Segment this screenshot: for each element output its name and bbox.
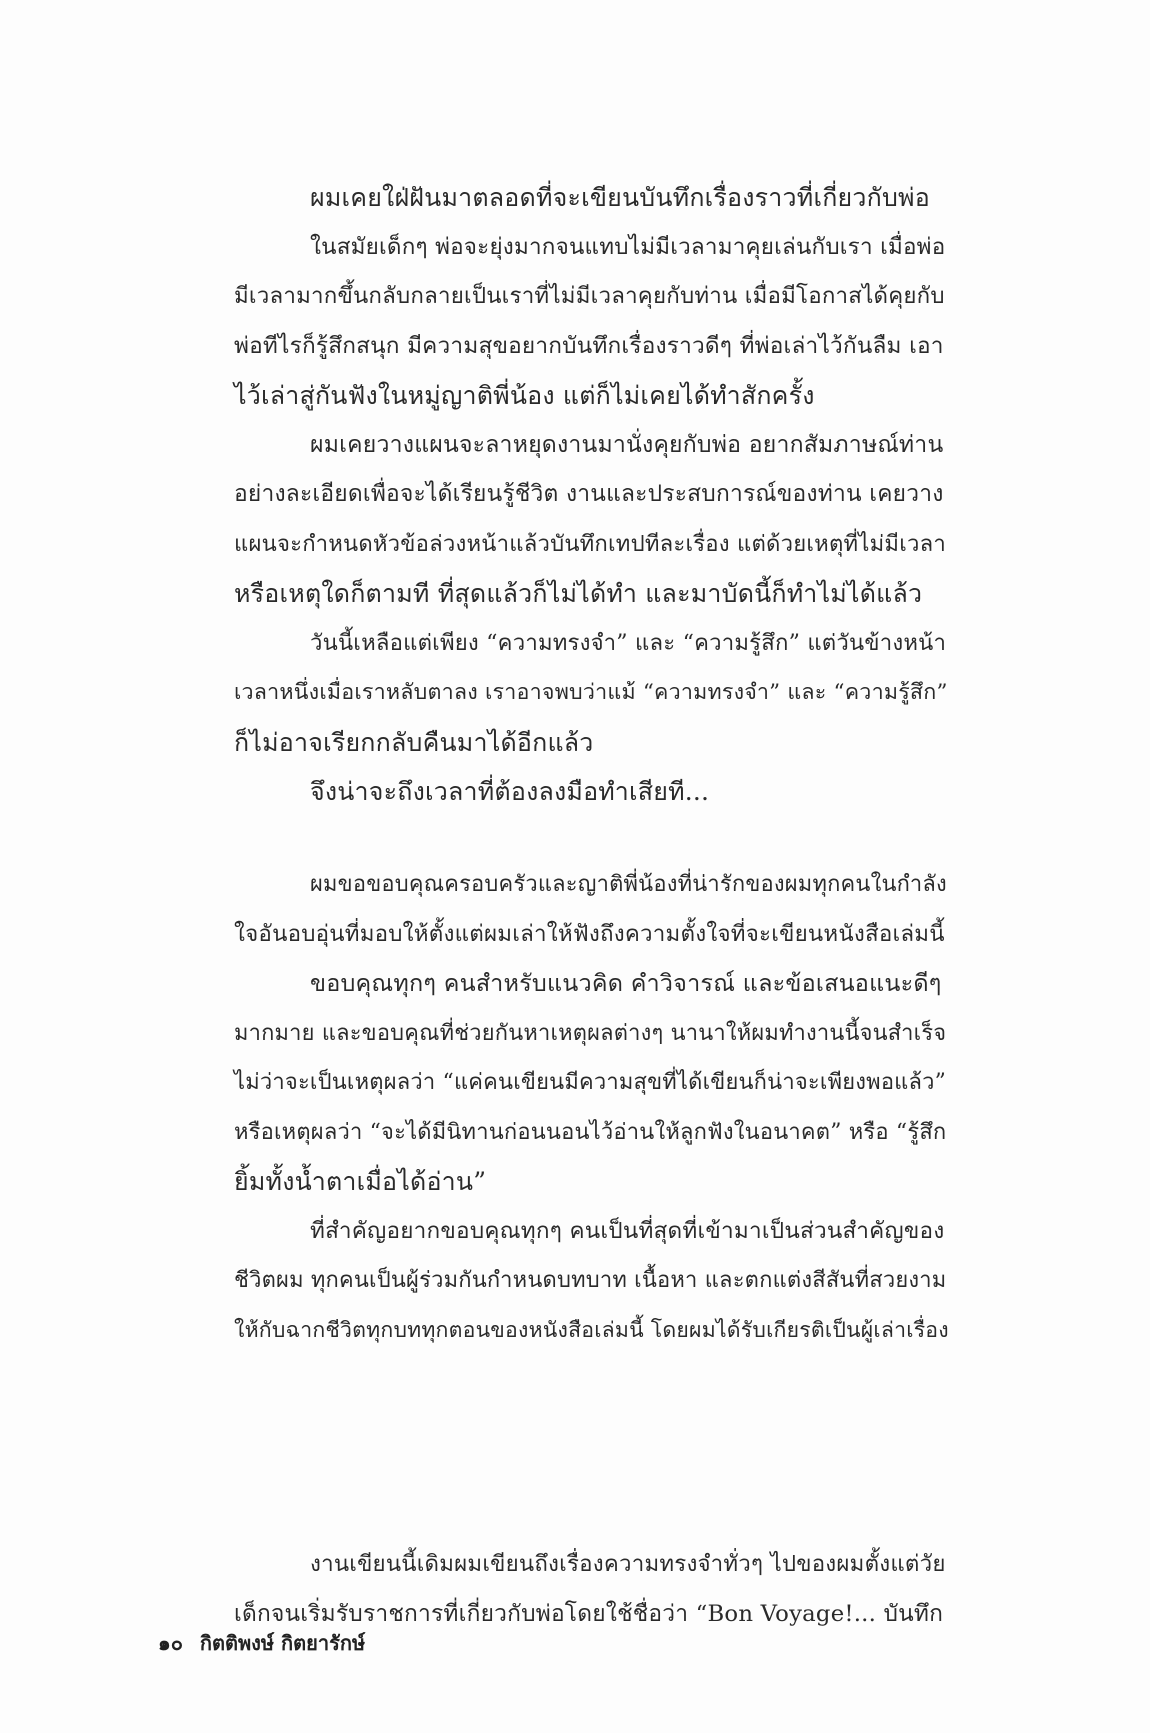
text-line: มีเวลามากขึ้นกลับกลายเป็นเราที่ไม่มีเวลาคุยกับท่าน เมื่อมีโอกาสได้คุยกับ [234,283,945,309]
text-line: ใจอันอบอุ่นที่มอบให้ตั้งแต่ผมเล่าให้ฟังถึงความตั้งใจที่จะเขียนหนังสือเล่มนี้ [234,920,945,947]
text-line: ผมขอขอบคุณครอบครัวและญาติพี่น้องที่น่ารักของผมทุกคนในกำลัง [310,872,947,897]
text-line: แผนจะกำหนดหัวข้อล่วงหน้าแล้วบันทึกเทปทีละเรื่อง แต่ด้วยเหตุที่ไม่มีเวลา [234,530,946,557]
text-line: ผมเคยใฝ่ฝันมาตลอดที่จะเขียนบันทึกเรื่องราวที่เกี่ยวกับพ่อ [310,183,930,212]
text-line: งานเขียนนี้เดิมผมเขียนถึงเรื่องความทรงจำทั่วๆ ไปของผมตั้งแต่วัย [310,1551,946,1577]
section-origin [158,1540,944,1639]
paragraph [158,619,948,768]
text-line: พ่อทีไรก็รู้สึกสนุก มีความสุขอยากบันทึกเรื่องราวดีๆ ที่พ่อเล่าไว้กันลืม เอา [234,332,944,359]
text-line: ขอบคุณทุกๆ คนสำหรับแนวคิด คำวิจารณ์ และข้อเสนอแนะดีๆ [310,969,942,997]
page-footer [158,1627,365,1659]
text-line: ผมเคยวางแผนจะลาหยุดงานมานั่งคุยกับพ่อ อยากสัมภาษณ์ท่าน [310,431,944,458]
text-line: ยิ้มทั้งน้ำตาเมื่อได้อ่าน” [234,1167,487,1196]
paragraph [158,767,944,817]
section-acknowledgements [158,860,949,1355]
text-line: อย่างละเอียดเพื่อจะได้เรียนรู้ชีวิต งานและประสบการณ์ของท่าน เคยวาง [234,481,944,507]
text-line: ไว้เล่าสู่กันฟังในหมู่ญาติพี่น้อง แต่ก็ไม่เคยได้ทำสักครั้ง [234,381,815,410]
text-line: วันนี้เหลือแต่เพียง “ความทรงจำ” และ “ความรู้สึก” แต่วันข้างหน้า [310,629,947,656]
paragraph [158,959,947,1207]
text-line: ที่สำคัญอยากขอบคุณทุกๆ คนเป็นที่สุดที่เข้ามาเป็นส่วนสำคัญของ [310,1217,945,1244]
section-memories [158,173,948,817]
paragraph [158,1207,949,1356]
text-line: หรือเหตุผลว่า “จะได้มีนิทานก่อนนอนไว้อ่านให้ลูกฟังในอนาคต” หรือ “รู้สึก [234,1119,947,1145]
author-name: กิตติพงษ์ กิตยารักษ์ [199,1631,366,1655]
paragraph [158,1540,944,1639]
text-line: เด็กจนเริ่มรับราชการที่เกี่ยวกับพ่อโดยใช้ชื่อว่า “Bon Voyage!... บันทึก [234,1600,944,1627]
paragraph [158,173,944,223]
text-line: ไม่ว่าจะเป็นเหตุผลว่า “แค่คนเขียนมีความสุขที่ได้เขียนก็น่าจะเพียงพอแล้ว” [234,1070,947,1095]
paragraph [158,223,944,421]
text-line: ในสมัยเด็กๆ พ่อจะยุ่งมากจนแทบไม่มีเวลามาคุยเล่นกับเรา เมื่อพ่อ [310,233,946,260]
text-line: ก็ไม่อาจเรียกกลับคืนมาได้อีกแล้ว [234,727,594,757]
paragraph [158,421,944,619]
text-line: หรือเหตุใดก็ตามที ที่สุดแล้วก็ไม่ได้ทำ และมาบัดนี้ก็ทำไม่ได้แล้ว [234,579,923,608]
text-line: เวลาหนึ่งเมื่อเราหลับตาลง เราอาจพบว่าแม้ “ความทรงจำ” และ “ความรู้สึก” [234,680,948,705]
text-line: จึงน่าจะถึงเวลาที่ต้องลงมือทำเสียที... [310,777,710,806]
text-line: ให้กับฉากชีวิตทุกบททุกตอนของหนังสือเล่มนี้ โดยผมได้รับเกียรติเป็นผู้เล่าเรื่อง [234,1317,949,1343]
text-line: มากมาย และขอบคุณที่ช่วยกันหาเหตุผลต่างๆ นานาให้ผมทำงานนี้จนสำเร็จ [234,1020,947,1046]
page-number: ๑๐ [158,1631,183,1655]
text-line: ชีวิตผม ทุกคนเป็นผู้ร่วมกันกำหนดบทบาท เนื้อหา และตกแต่งสีสันที่สวยงาม [234,1268,947,1293]
paragraph [158,860,947,959]
